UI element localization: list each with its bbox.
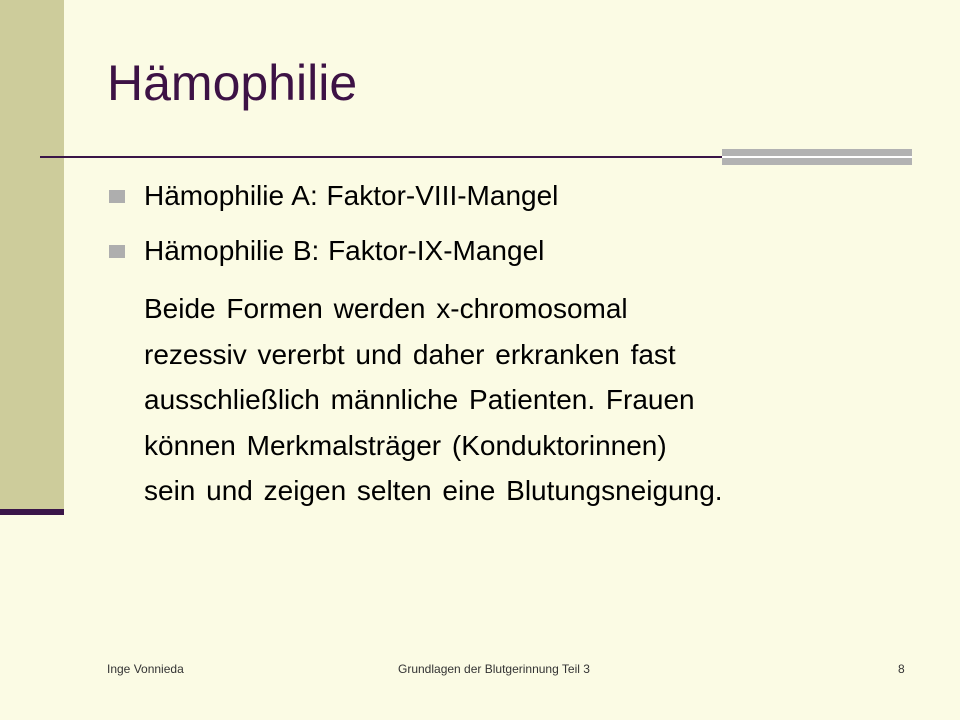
footer-author: Inge Vonnieda: [107, 662, 184, 676]
bullet-text: Hämophilie A: Faktor-VIII-Mangel: [144, 180, 559, 211]
bullet-text: Hämophilie B: Faktor-IX-Mangel: [144, 235, 545, 266]
left-band-bottom-bar: [0, 509, 64, 515]
body-paragraph: [144, 286, 914, 514]
slide-title: Hämophilie: [107, 55, 358, 111]
paragraph-line: können Merkmalsträger (Konduktorinnen): [144, 429, 667, 461]
title-divider-accent: [722, 149, 912, 165]
square-bullet-icon: [109, 245, 125, 258]
paragraph-line: rezessiv vererbt und daher erkranken fast: [144, 338, 676, 370]
paragraph-line: sein und zeigen selten eine Blutungsneigung.: [144, 475, 723, 506]
square-bullet-icon: [109, 190, 125, 203]
paragraph-line: Beide Formen werden x-chromosomal: [144, 293, 628, 324]
paragraph-line: ausschließlich männliche Patienten. Frauen: [144, 384, 695, 415]
footer-course-title: Grundlagen der Blutgerinnung Teil 3: [398, 662, 590, 676]
footer-page-number: 8: [898, 662, 905, 676]
left-decorative-band: [0, 0, 64, 512]
